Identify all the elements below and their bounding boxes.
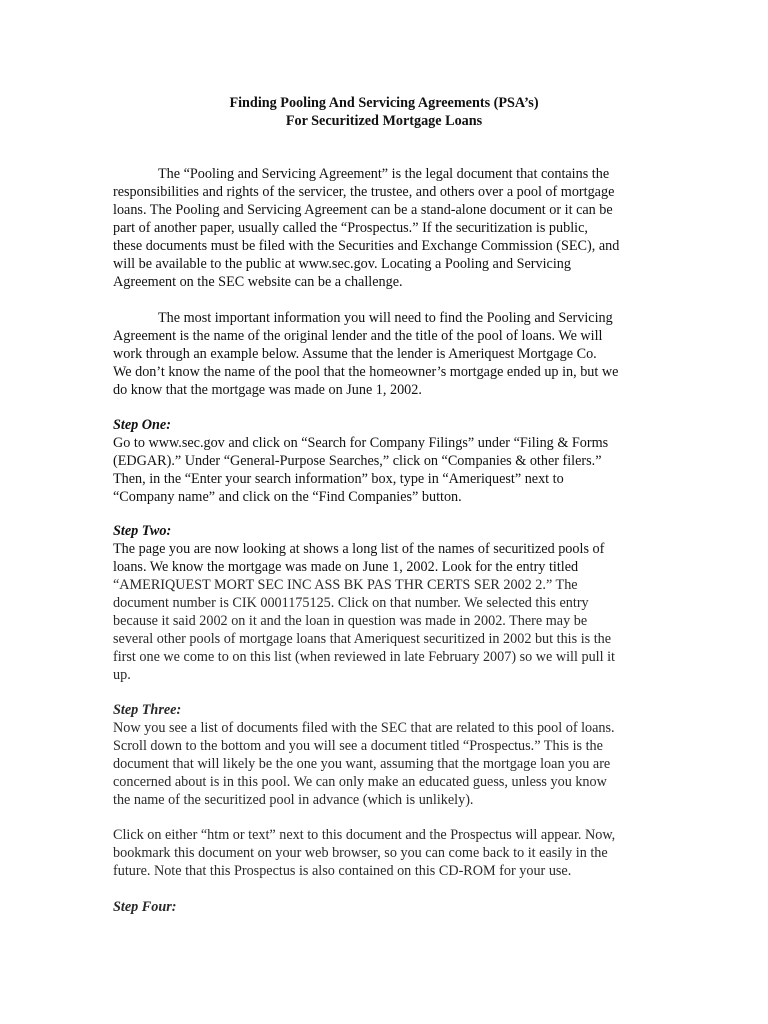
step-one-heading: Step One:: [113, 417, 171, 433]
intro-paragraph: [113, 165, 653, 291]
paragraph-line: loans. We know the mortgage was made on June 1, 2002. Look for the entry titled: [113, 559, 579, 575]
paragraph-line: concerned about is in this pool. We can only make an educated guess, unless you know: [113, 774, 607, 790]
paragraph-line: up.: [113, 667, 131, 683]
step-one-paragraph: [113, 434, 653, 506]
paragraph-line: these documents must be filed with the Securities and Exchange Commission (SEC), and: [113, 238, 620, 254]
paragraph-line: loans. The Pooling and Servicing Agreement can be a stand-alone document or it can be: [113, 202, 613, 218]
step-three-paragraph: [113, 719, 653, 809]
important-info-paragraph: [113, 309, 653, 399]
paragraph-line: do know that the mortgage was made on June 1, 2002.: [113, 382, 422, 398]
paragraph-line: “AMERIQUEST MORT SEC INC ASS BK PAS THR CERTS SER 2002 2.” The: [113, 577, 578, 593]
paragraph-line: document number is CIK 0001175125. Click on that number. We selected this entry: [113, 595, 589, 611]
paragraph-line: part of another paper, usually called the “Prospectus.” If the securitization is public,: [113, 220, 588, 236]
paragraph-line: work through an example below. Assume that the lender is Ameriquest Mortgage Co.: [113, 346, 597, 362]
paragraph-line: Scroll down to the bottom and you will see a document titled “Prospectus.” This is the: [113, 738, 603, 754]
paragraph-line: The most important information you will need to find the Pooling and Servicing: [158, 310, 613, 326]
step-three-heading: Step Three:: [113, 702, 182, 718]
paragraph-line: Agreement on the SEC website can be a challenge.: [113, 274, 403, 290]
step-two-heading: Step Two:: [113, 523, 172, 539]
paragraph-line: The page you are now looking at shows a long list of the names of securitized pools of: [113, 541, 605, 557]
paragraph-line: because it said 2002 on it and the loan in question was made in 2002. There may be: [113, 613, 588, 629]
step-two-paragraph: [113, 540, 653, 684]
paragraph-line: several other pools of mortgage loans that Ameriquest securitized in 2002 but this is the: [113, 631, 612, 647]
paragraph-line: the name of the securitized pool in advance (which is unlikely).: [113, 792, 474, 808]
paragraph-line: Agreement is the name of the original lender and the title of the pool of loans. We will: [113, 328, 603, 344]
paragraph-line: future. Note that this Prospectus is also contained on this CD-ROM for your use.: [113, 863, 572, 879]
paragraph-line: The “Pooling and Servicing Agreement” is the legal document that contains the: [158, 166, 610, 182]
paragraph-line: Now you see a list of documents filed with the SEC that are related to this pool of loans.: [113, 720, 615, 736]
paragraph-line: (EDGAR).” Under “General-Purpose Searches,” click on “Companies & other filers.”: [113, 453, 602, 469]
paragraph-line: Click on either “htm or text” next to this document and the Prospectus will appear. Now,: [113, 827, 616, 843]
paragraph-line: “Company name” and click on the “Find Companies” button.: [113, 489, 462, 505]
paragraph-line: bookmark this document on your web browser, so you can come back to it easily in the: [113, 845, 608, 861]
document-subtitle: For Securitized Mortgage Loans: [285, 113, 483, 129]
paragraph-line: will be available to the public at www.sec.gov. Locating a Pooling and Servicing: [113, 256, 571, 272]
paragraph-line: Go to www.sec.gov and click on “Search for Company Filings” under “Filing & Forms: [113, 435, 609, 451]
paragraph-line: responsibilities and rights of the servicer, the trustee, and others over a pool of mortgage: [113, 184, 615, 200]
paragraph-line: We don’t know the name of the pool that the homeowner’s mortgage ended up in, but we: [113, 364, 619, 380]
click-prospectus-paragraph: [113, 826, 653, 880]
paragraph-line: first one we come to on this list (when reviewed in late February 2007) so we will pull it: [113, 649, 615, 665]
document-title: Finding Pooling And Servicing Agreements (PSA’s): [229, 95, 539, 111]
paragraph-line: document that will likely be the one you want, assuming that the mortgage loan you are: [113, 756, 611, 772]
paragraph-line: Then, in the “Enter your search information” box, type in “Ameriquest” next to: [113, 471, 564, 487]
step-four-heading: Step Four:: [113, 899, 177, 915]
